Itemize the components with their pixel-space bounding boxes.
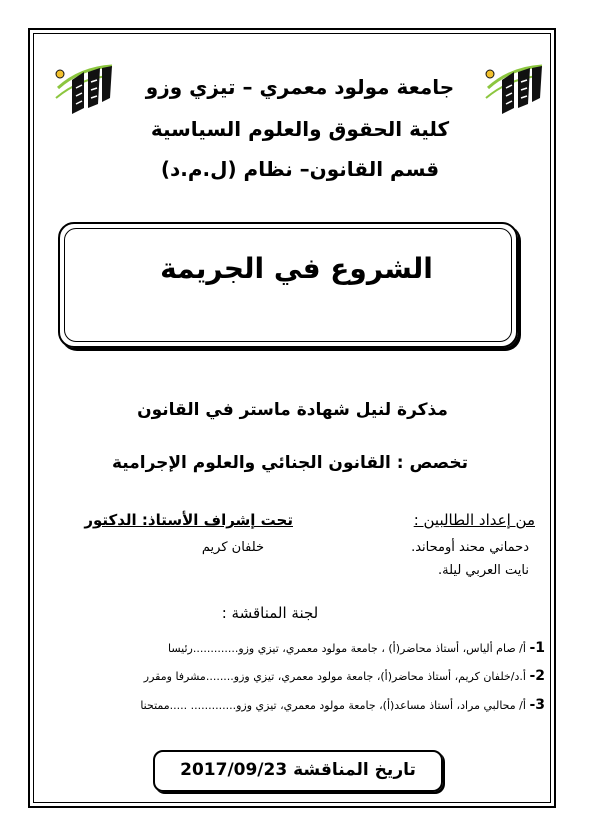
thesis-title: الشروع في الجريمة bbox=[160, 252, 433, 285]
supervisor-name: خلفان كريم bbox=[201, 540, 265, 555]
jury-label: لجنة المناقشة : bbox=[221, 604, 319, 622]
student-name: دحماني محند أومحاند. bbox=[411, 540, 529, 555]
student-name: نايت العربي ليلة. bbox=[438, 563, 529, 578]
department-name: قسم القانون– نظام (ل.م.د) bbox=[160, 157, 440, 181]
university-logo-left-icon bbox=[50, 58, 116, 116]
memo-purpose: مذكرة لنيل شهادة ماستر في القانون bbox=[137, 400, 448, 420]
jury-member-number: 1- bbox=[529, 640, 545, 656]
defense-date-label: تاريخ المناقشة bbox=[293, 760, 416, 780]
specialization: تخصص : القانون الجنائي والعلوم الإجرامية bbox=[111, 453, 469, 473]
jury-member bbox=[168, 640, 545, 656]
prepared-by-label: من إعداد الطالبين : bbox=[413, 511, 535, 529]
defense-date bbox=[153, 760, 443, 780]
jury-member-text: أ.د/خلفان كريم، أستاذ محاضر(أ)، جامعة مولود معمري، تيزي وزو........مشرفا ومقرر bbox=[143, 670, 526, 683]
jury-member-text: أ/ محالبي مراد، أستاذ مساعد(أ)، جامعة مولود معمري، تيزي وزو............. .....ممتحنا bbox=[140, 699, 526, 712]
university-name: جامعة مولود معمري – تيزي وزو bbox=[145, 75, 455, 99]
jury-member bbox=[140, 697, 545, 713]
faculty-name: كلية الحقوق والعلوم السياسية bbox=[150, 117, 450, 141]
defense-date-value: 2017/09/23 bbox=[180, 760, 288, 780]
jury-member-number: 3- bbox=[529, 697, 545, 713]
title-box bbox=[58, 222, 518, 348]
jury-member bbox=[144, 668, 545, 684]
supervision-label: تحت إشراف الأستاذ: الدكتور bbox=[84, 511, 293, 529]
university-logo-right-icon bbox=[480, 58, 546, 116]
title-box-inner bbox=[64, 228, 512, 342]
jury-member-text: أ/ صام ألياس، أستاذ محاضر(أ) ، جامعة مولود معمري، تيزي وزو.............رئيسا bbox=[168, 642, 526, 655]
jury-member-number: 2- bbox=[529, 668, 545, 684]
